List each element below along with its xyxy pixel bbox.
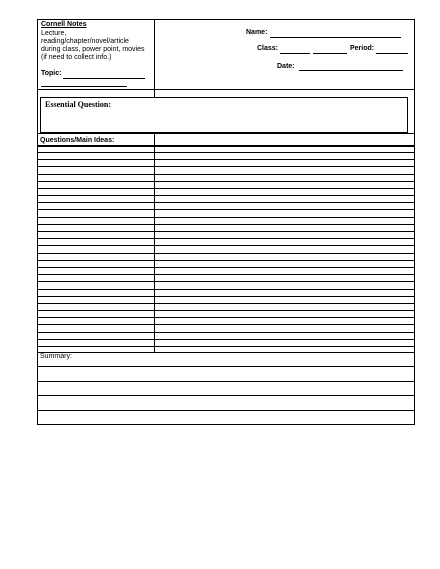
note-line[interactable] — [37, 188, 415, 189]
note-line[interactable] — [37, 217, 415, 218]
note-line[interactable] — [37, 260, 415, 261]
summary-line-4[interactable] — [37, 410, 415, 411]
description-line-2: reading/chapter/novel/article — [41, 38, 129, 45]
name-label: Name: — [246, 29, 268, 36]
note-line[interactable] — [37, 317, 415, 318]
topic-field[interactable] — [63, 78, 145, 79]
note-line[interactable] — [37, 238, 415, 239]
note-line[interactable] — [37, 310, 415, 311]
form-title: Cornell Notes — [41, 21, 87, 28]
note-line[interactable] — [37, 346, 415, 347]
note-line[interactable] — [37, 324, 415, 325]
description-line-4: (if need to collect info.) — [41, 54, 112, 61]
summary-line-2[interactable] — [37, 381, 415, 382]
summary-top-rule — [37, 352, 415, 353]
note-line[interactable] — [37, 303, 415, 304]
note-line[interactable] — [37, 267, 415, 268]
essential-question-label: Essential Question: — [45, 100, 112, 109]
note-line[interactable] — [37, 174, 415, 175]
questions-top-rule — [37, 133, 415, 134]
note-line[interactable] — [37, 332, 415, 333]
note-line[interactable] — [37, 281, 415, 282]
note-line[interactable] — [37, 181, 415, 182]
questions-column-divider — [154, 133, 155, 352]
note-line[interactable] — [37, 152, 415, 153]
name-field[interactable] — [270, 37, 401, 38]
note-line[interactable] — [37, 166, 415, 167]
topic-field-line-2[interactable] — [41, 86, 127, 87]
note-line[interactable] — [37, 224, 415, 225]
topic-label: Topic: — [41, 70, 62, 77]
note-line[interactable] — [37, 296, 415, 297]
note-line[interactable] — [37, 209, 415, 210]
description-line-1: Lecture, — [41, 30, 67, 37]
class-field-2[interactable] — [313, 53, 347, 54]
note-line[interactable] — [37, 195, 415, 196]
period-label: Period: — [350, 45, 375, 52]
period-field[interactable] — [376, 53, 408, 54]
eq-top-divider — [154, 89, 155, 97]
notes-form-frame — [37, 19, 415, 425]
note-line[interactable] — [37, 245, 415, 246]
date-label: Date: — [277, 63, 295, 70]
description-line-3: during class, power point, movies — [41, 46, 145, 53]
note-line[interactable] — [37, 202, 415, 203]
questions-header: Questions/Main Ideas: — [40, 137, 115, 144]
class-label: Class: — [257, 45, 279, 52]
summary-line-1[interactable] — [37, 366, 415, 367]
note-line[interactable] — [37, 274, 415, 275]
questions-header-rule — [37, 145, 415, 147]
summary-line-3[interactable] — [37, 395, 415, 396]
date-field[interactable] — [299, 70, 403, 71]
note-line[interactable] — [37, 253, 415, 254]
note-line[interactable] — [37, 159, 415, 160]
note-line[interactable] — [37, 339, 415, 340]
class-field[interactable] — [280, 53, 310, 54]
summary-label: Summary: — [40, 353, 72, 360]
note-line[interactable] — [37, 289, 415, 290]
note-line[interactable] — [37, 231, 415, 232]
header-bottom-rule — [37, 89, 415, 90]
header-divider — [154, 19, 155, 89]
